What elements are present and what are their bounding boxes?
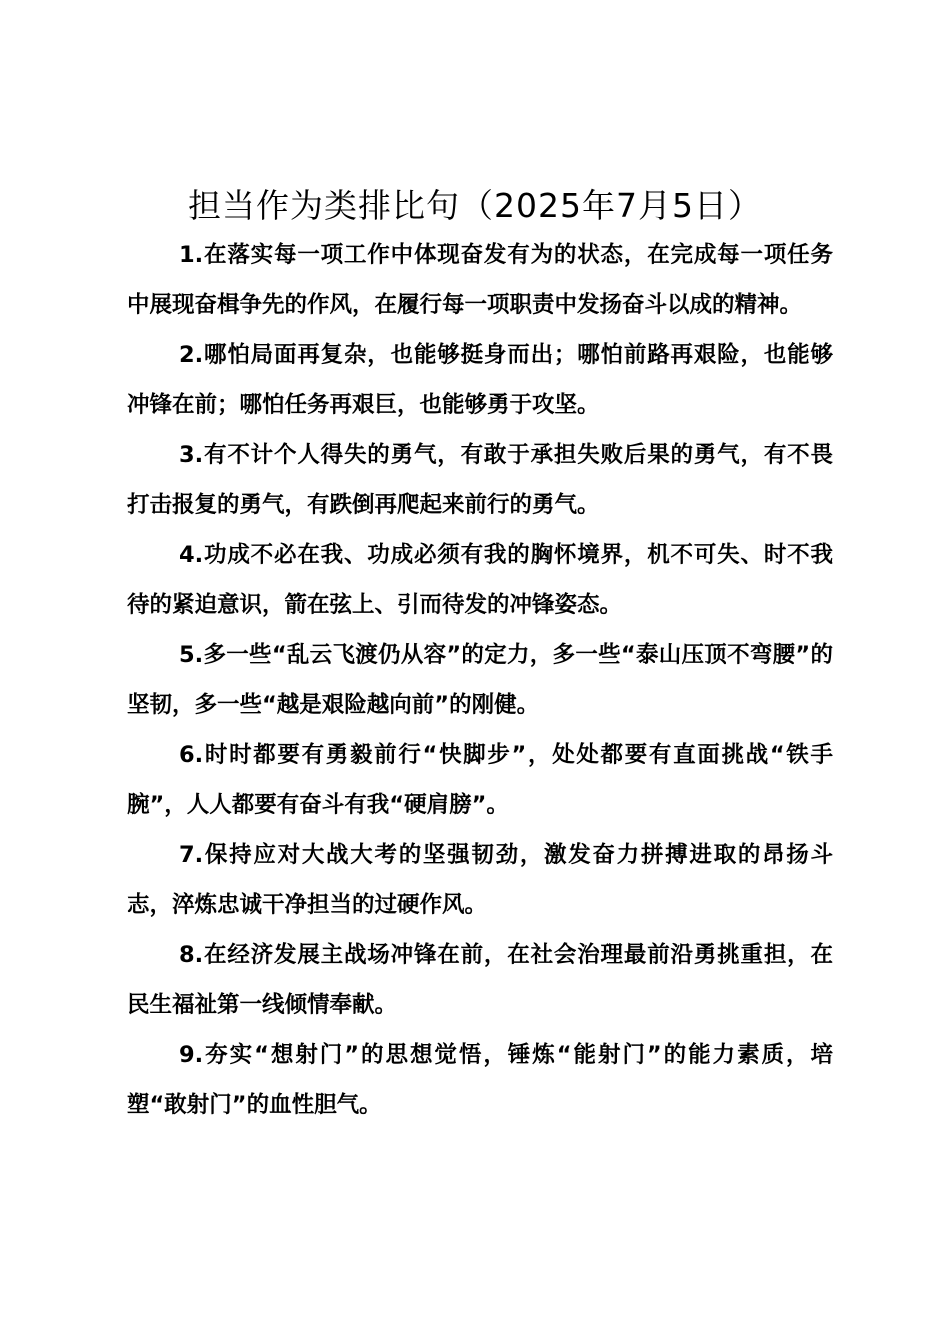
document-title: 担当作为类排比句（2025年7月5日） <box>188 186 762 225</box>
paragraph-9: 9.夯实“想射门”的思想觉悟，锤炼“能射门”的能力素质，培塑“敢射门”的血性胆气。 <box>127 1042 833 1118</box>
paragraph-6: 6.时时都要有勇毅前行“快脚步”，处处都要有直面挑战“铁手腕”，人人都要有奋斗有我“硬肩膀”。 <box>127 742 833 818</box>
paragraph-4: 4.功成不必在我、功成必须有我的胸怀境界，机不可失、时不我待的紧迫意识，箭在弦上、引而待发的冲锋姿态。 <box>127 542 833 618</box>
document-body <box>127 230 833 1130</box>
paragraph-7: 7.保持应对大战大考的坚强韧劲，激发奋力拼搏进取的昂扬斗志，淬炼忠诚干净担当的过硬作风。 <box>127 842 833 918</box>
paragraph-8: 8.在经济发展主战场冲锋在前，在社会治理最前沿勇挑重担，在民生福祉第一线倾情奉献。 <box>127 942 833 1018</box>
paragraph-1: 1.在落实每一项工作中体现奋发有为的状态，在完成每一项任务中展现奋楫争先的作风，在履行每一项职责中发扬奋斗以成的精神。 <box>127 242 833 318</box>
paragraph-5: 5.多一些“乱云飞渡仍从容”的定力，多一些“泰山压顶不弯腰”的坚韧，多一些“越是艰险越向前”的刚健。 <box>127 642 833 718</box>
paragraph-2: 2.哪怕局面再复杂，也能够挺身而出；哪怕前路再艰险，也能够冲锋在前；哪怕任务再艰巨，也能够勇于攻坚。 <box>127 342 833 418</box>
paragraph-3: 3.有不计个人得失的勇气，有敢于承担失败后果的勇气，有不畏打击报复的勇气，有跌倒再爬起来前行的勇气。 <box>127 442 833 518</box>
